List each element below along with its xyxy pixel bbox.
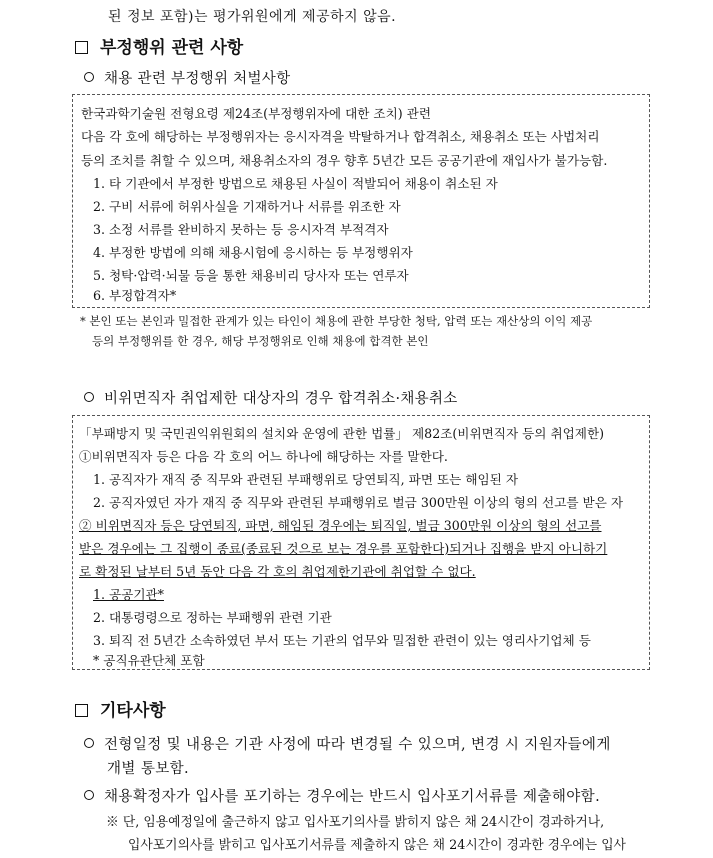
note-line: 입사포기의사를 밝히고 입사포기서류를 제출하지 않은 채 24시간이 경과한 경우에는 입사 [128,838,626,853]
list-item: 3. 소정 서류를 완비하지 못하는 등 응시자격 부적격자 [93,222,389,237]
section-title-misconduct [75,33,243,58]
box-line: 「부패방지 및 국민권익위원회의 설치와 운영에 관한 법률」 제82조(비위면직자 등의 취업제한) [79,426,605,441]
bullet-text: 채용확정자가 입사를 포기하는 경우에는 반드시 입사포기서류를 제출해야함. [104,789,601,805]
subsection-title-text: 채용 관련 부정행위 처벌사항 [104,71,291,87]
square-bullet-icon [75,704,88,717]
box-line-underlined: ② 비위면직자 등은 당연퇴직, 파면, 해임된 경우에는 퇴직일, 벌금 300만원 이상의 형의 선고를 [79,518,602,533]
circle-bullet-icon [84,790,94,800]
penalty-rules-box [72,94,650,308]
section-title-text: 부정행위 관련 사항 [100,38,244,58]
list-item-underlined: 1. 공공기관* [93,587,164,602]
continuation-text: 된 정보 포함)는 평가위원에게 제공하지 않음. [108,9,397,25]
list-item: 6. 부정합격자* [93,288,177,303]
employment-restriction-box [72,415,650,670]
bullet-item [84,785,600,806]
list-item: 5. 청탁·압력·뇌물 등을 통한 채용비리 당사자 또는 연루자 [93,268,409,283]
section-title-text: 기타사항 [100,701,166,721]
bullet-text: 전형일정 및 내용은 기관 사정에 따라 변경될 수 있으며, 변경 시 지원자들에게 [104,737,611,753]
box-line: 등의 조치를 취할 수 있으며, 채용취소자의 경우 향후 5년간 모든 공공기관에 재입사가 불가능함. [81,153,608,168]
list-item: 4. 부정한 방법에 의해 채용시험에 응시하는 등 부정행위자 [93,245,413,260]
footnote-line: * 본인 또는 본인과 밀접한 관계가 있는 타인이 채용에 관한 부당한 청탁, 압력 또는 재산상의 이익 제공 [80,314,593,328]
list-item: 1. 공직자가 재직 중 직무와 관련된 부패행위로 당연퇴직, 파면 또는 해임된 자 [93,472,519,487]
subsection-title-text: 비위면직자 취업제한 대상자의 경우 합격취소·채용취소 [104,391,458,407]
circle-bullet-icon [84,738,94,748]
box-line: 다음 각 호에 해당하는 부정행위자는 응시자격을 박탈하거나 합격취소, 채용취소 또는 사법처리 [81,129,600,144]
bullet-item [84,733,611,754]
list-item: 2. 공직자였던 자가 재직 중 직무와 관련된 부패행위로 벌금 300만원 이상의 형의 선고를 받은 자 [93,495,624,510]
box-line-underlined: 로 확정된 날부터 5년 동안 다음 각 호의 취업제한기관에 취업할 수 없다. [79,564,476,579]
bullet-continuation: 개별 통보함. [107,761,190,777]
circle-bullet-icon [84,72,94,82]
list-item: 3. 퇴직 전 5년간 소속하였던 부서 또는 기관의 업무와 밀접한 관련이 있는 영리사기업체 등 [93,633,591,648]
list-item: 1. 타 기관에서 부정한 방법으로 채용된 사실이 적발되어 채용이 취소된 자 [93,176,498,191]
section-title-other [75,696,166,721]
box-note: * 공직유관단체 포함 [93,653,205,668]
box-line: 한국과학기술원 전형요령 제24조(부정행위자에 대한 조치) 관련 [81,106,432,121]
subsection-title-employment-restriction [84,387,458,408]
box-line-underlined: 받은 경우에는 그 집행이 종료(종료된 것으로 보는 경우를 포함한다)되거나 집행을 받지 아니하기 [79,541,608,556]
list-item: 2. 대통령령으로 정하는 부패행위 관련 기관 [93,610,332,625]
footnote-line: 등의 부정행위를 한 경우, 해당 부정행위로 인해 채용에 합격한 본인 [92,334,429,348]
circle-bullet-icon [84,392,94,402]
box-line: ①비위면직자 등은 다음 각 호의 어느 하나에 해당하는 자를 말한다. [79,449,448,464]
subsection-title-penalty [84,67,290,88]
square-bullet-icon [75,41,88,54]
note-line: ※ 단, 임용예정일에 출근하지 않고 입사포기의사를 밝히지 않은 채 24시간이 경과하거나, [106,815,605,830]
list-item: 2. 구비 서류에 허위사실을 기재하거나 서류를 위조한 자 [93,199,401,214]
